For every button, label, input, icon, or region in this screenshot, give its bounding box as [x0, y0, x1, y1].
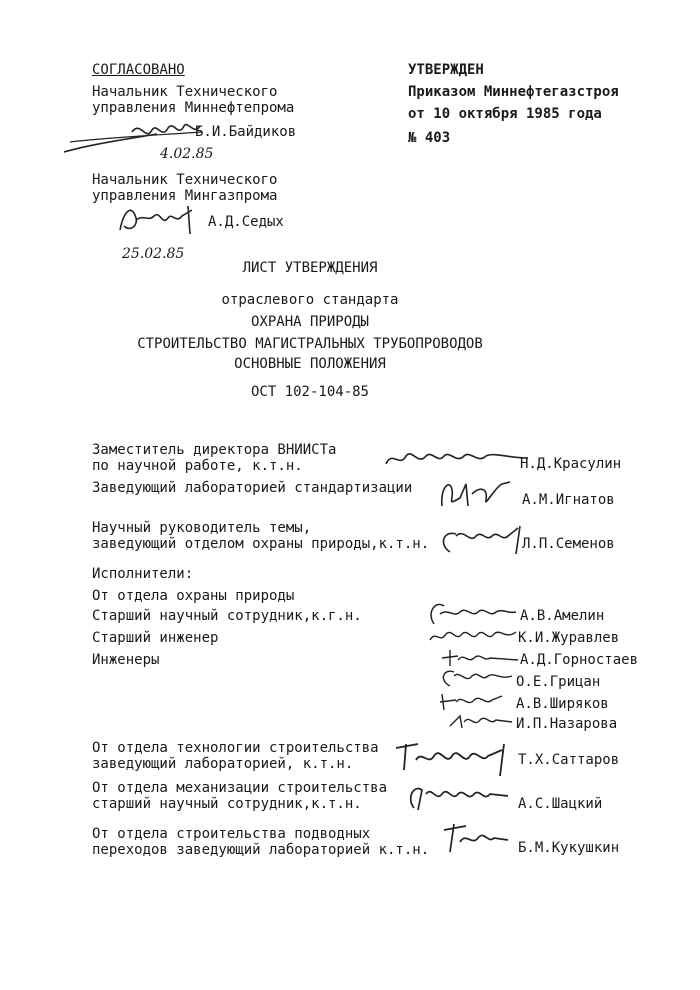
standard-name-line-1: ОХРАНА ПРИРОДЫ: [250, 314, 369, 330]
engineers-title: Инженеры: [92, 652, 160, 668]
mech-dept-title-1: От отдела механизации строительства: [92, 780, 388, 796]
sattarov-signature: [392, 736, 522, 780]
kukushkin-signature: [438, 818, 514, 858]
first-approver-title-1: Начальник Технического: [92, 84, 278, 100]
sattarov-name: Т.Х.Саттаров: [518, 752, 620, 768]
sci-lead-title-2: заведующий отделом охраны природы,к.т.н.: [92, 536, 430, 552]
second-approver-title-1: Начальник Технического: [92, 172, 278, 188]
standard-name-line-3: ОСНОВНЫЕ ПОЛОЖЕНИЯ: [234, 356, 386, 372]
first-approver-date: 4.02.85: [160, 146, 214, 162]
zhuravlev-name: К.И.Журавлев: [518, 630, 620, 646]
first-approver-title-2: управления Миннефтепрома: [92, 100, 295, 116]
senior-engineer-title: Старший инженер: [92, 630, 219, 646]
approved-number-line: № 403: [408, 130, 451, 146]
lab-head-name: А.М.Игнатов: [522, 492, 615, 508]
sci-lead-signature: [436, 524, 526, 558]
senior-researcher-title: Старший научный сотрудник,к.г.н.: [92, 608, 362, 624]
standard-code: ОСТ 102-104-85: [250, 384, 369, 400]
second-approver-name: А.Д.Седых: [208, 214, 284, 230]
dept-nature-protection: От отдела охраны природы: [92, 588, 295, 604]
shiryakov-name: А.В.Ширяков: [516, 696, 609, 712]
deputy-name: Н.Д.Красулин: [520, 456, 622, 472]
nazarova-name: И.П.Назарова: [516, 716, 618, 732]
approved-order-line: Приказом Миннефтегазстроя: [408, 84, 619, 100]
second-approver-title-2: управления Мингазпрома: [92, 188, 278, 204]
lab-head-title: Заведующий лабораторией стандартизации: [92, 480, 413, 496]
standard-name-line-2: СТРОИТЕЛЬСТВО МАГИСТРАЛЬНЫХ ТРУБОПРОВОДОВ: [137, 336, 483, 352]
first-approver-name: Б.И.Байдиков: [195, 124, 297, 140]
shatsky-name: А.С.Шацкий: [518, 796, 603, 812]
shatsky-signature: [404, 780, 514, 814]
nazarova-signature: [446, 710, 516, 732]
mech-dept-title-2: старший научный сотрудник,к.т.н.: [92, 796, 362, 812]
deputy-signature: [382, 444, 532, 474]
second-approver-signature: [110, 200, 200, 242]
agreed-heading: СОГЛАСОВАНО: [92, 62, 185, 78]
lab-head-signature: [436, 476, 516, 514]
kukushkin-name: Б.М.Кукушкин: [518, 840, 620, 856]
second-approver-date: 25.02.85: [122, 246, 185, 262]
deputy-title-2: по научной работе, к.т.н.: [92, 458, 303, 474]
approved-heading: УТВЕРЖДЕН: [408, 62, 484, 78]
amelin-name: А.В.Амелин: [520, 608, 605, 624]
standard-subtitle: отраслевого стандарта: [221, 292, 399, 308]
sheet-title: ЛИСТ УТВЕРЖДЕНИЯ: [242, 260, 378, 276]
underwater-dept-title-1: От отдела строительства подводных: [92, 826, 371, 842]
approved-date-line: от 10 октября 1985 года: [408, 106, 602, 122]
gritsan-name: О.Е.Грицан: [516, 674, 601, 690]
sci-lead-name: Л.П.Семенов: [522, 536, 615, 552]
zhuravlev-signature: [426, 622, 522, 648]
tech-dept-title-1: От отдела технологии строительства: [92, 740, 379, 756]
sci-lead-title-1: Научный руководитель темы,: [92, 520, 312, 536]
gornostaev-name: А.Д.Горностаев: [520, 652, 639, 668]
deputy-title-1: Заместитель директора ВНИИСТа: [92, 442, 337, 458]
tech-dept-title-2: заведующий лабораторией, к.т.н.: [92, 756, 354, 772]
executors-heading: Исполнители:: [92, 566, 194, 582]
underwater-dept-title-2: переходов заведующий лабораторией к.т.н.: [92, 842, 430, 858]
